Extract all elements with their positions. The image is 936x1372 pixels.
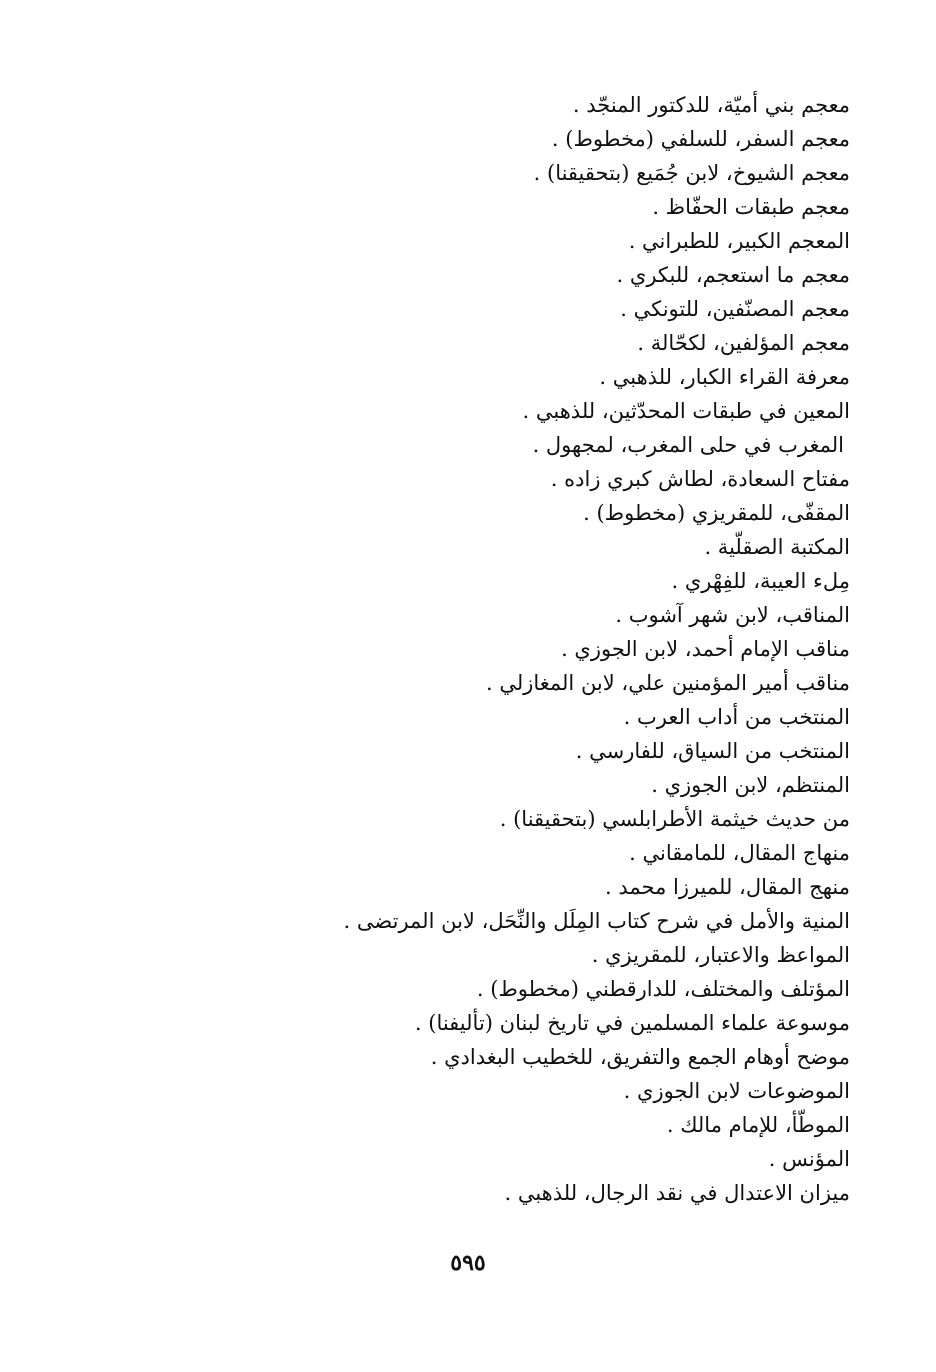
list-item: موضح أوهام الجمع والتفريق، للخطيب البغدادي .: [430, 1045, 850, 1069]
list-item: الموطّأ، للإمام مالك .: [666, 1113, 850, 1137]
list-item: من حديث خيثمة الأطرابلسي (بتحقيقنا) .: [499, 807, 850, 831]
list-item: معجم المؤلفين، لكحّالة .: [637, 331, 850, 355]
list-item: المكتبة الصقلّية .: [704, 535, 850, 559]
list-item: المعين في طبقات المحدّثين، للذهبي .: [522, 399, 850, 423]
bibliography-list: [290, 88, 850, 1210]
list-item: معجم طبقات الحفّاظ .: [652, 195, 850, 219]
list-item: موسوعة علماء المسلمين في تاريخ لبنان (تأليفنا) .: [414, 1011, 850, 1035]
list-item: معرفة القراء الكبار، للذهبي .: [599, 365, 850, 389]
page-number: ٥٩٥: [450, 1250, 486, 1276]
list-item: المؤتلف والمختلف، للدارقطني (مخطوط) .: [476, 977, 850, 1001]
list-item: معجم السفر، للسلفي (مخطوط) .: [551, 127, 850, 151]
list-item: المواعظ والاعتبار، للمقريزي .: [591, 943, 850, 967]
list-item: معجم المصنّفين، للتونكي .: [620, 297, 850, 321]
list-item: معجم بني أميّة، للدكتور المنجّد .: [572, 93, 850, 117]
list-item: معجم ما استعجم، للبكري .: [616, 263, 850, 287]
list-item: المنتظم، لابن الجوزي .: [651, 773, 850, 797]
list-item: المنية والأمل في شرح كتاب المِلَل والنِّحَل، لابن المرتضى .: [343, 909, 850, 933]
list-item: مفتاح السعادة، لطاش كبري زاده .: [550, 467, 850, 491]
list-item: مناقب الإمام أحمد، لابن الجوزي .: [561, 637, 850, 661]
list-item: المعجم الكبير، للطبراني .: [628, 229, 850, 253]
list-item: مناقب أمير المؤمنين علي، لابن المغازلي .: [485, 671, 850, 695]
list-item: منهاج المقال، للمامقاني .: [629, 841, 850, 865]
list-item: المناقب، لابن شهر آشوب .: [615, 603, 850, 627]
list-item: المنتخب من أداب العرب .: [623, 705, 850, 729]
list-item: معجم الشيوخ، لابن جُمَيع (بتحقيقنا) .: [533, 161, 850, 185]
list-item: منهج المقال، للميرزا محمد .: [605, 875, 850, 899]
list-item: المقفّى، للمقريزي (مخطوط) .: [583, 501, 850, 525]
list-item: الموضوعات لابن الجوزي .: [623, 1079, 850, 1103]
list-item: المغرب في حلى المغرب، لمجهول .: [532, 433, 844, 457]
list-item: مِلء العيبة، للفِهْري .: [671, 569, 850, 593]
list-item: ميزان الاعتدال في نقد الرجال، للذهبي .: [504, 1181, 850, 1205]
list-item: المنتخب من السياق، للفارسي .: [575, 739, 850, 763]
list-item: المؤنس .: [768, 1147, 850, 1171]
